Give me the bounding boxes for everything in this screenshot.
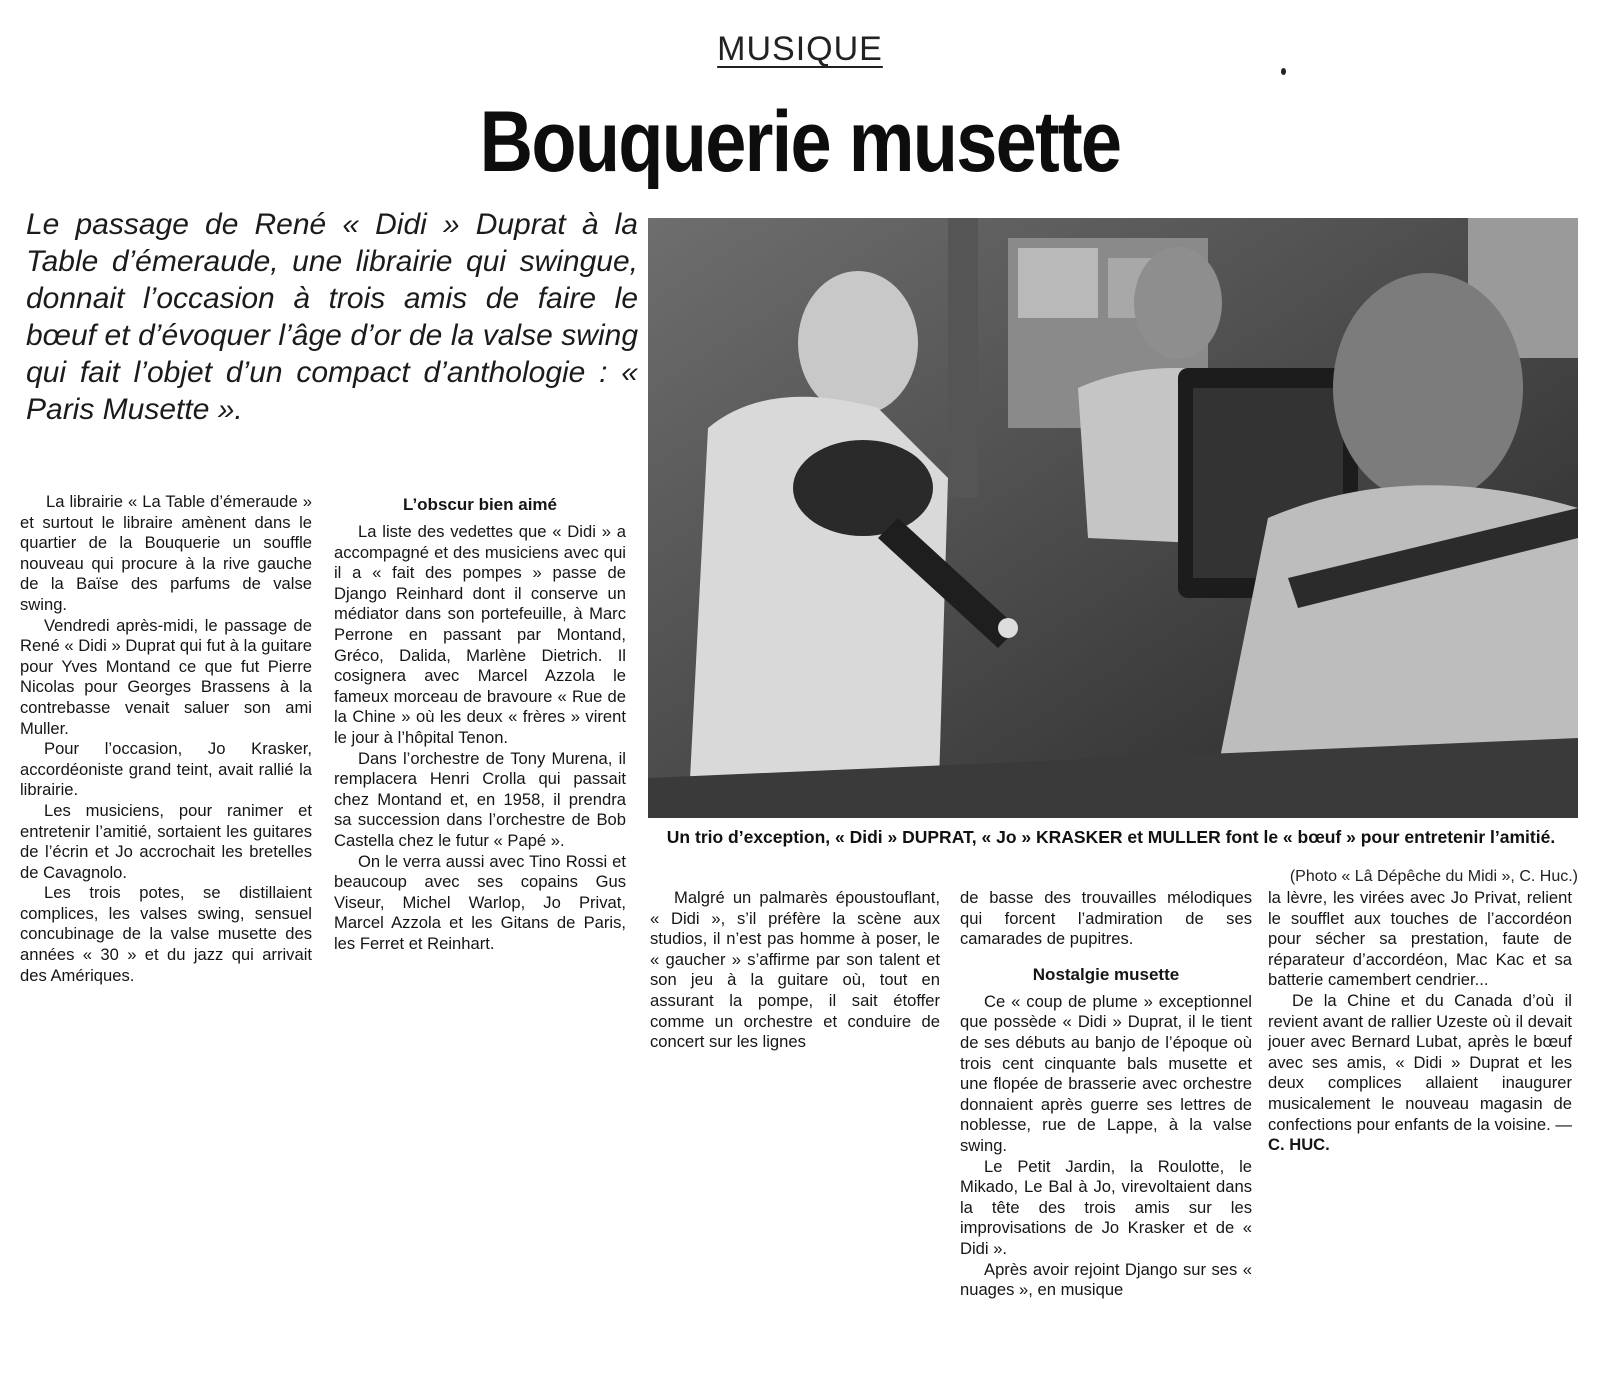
author-signature: C. HUC. (1268, 1135, 1330, 1155)
paragraph: de basse des trouvailles mélodiques qui forcent l’admiration de ses camarades de pupitres. (960, 888, 1252, 949)
subheading: Nostalgie musette (1032, 964, 1180, 984)
article-column-1 (20, 492, 312, 986)
paragraph: Les trois potes, se distillaient complices, les valses swing, sensuel concubinage de la valse musette des années « 30 » et du jazz qui arrivait des Amériques. (20, 883, 312, 985)
paragraph: Pour l’occasion, Jo Krasker, accordéoniste grand teint, avait rallié la librairie. (20, 739, 312, 800)
section-label: MUSIQUE (717, 30, 883, 68)
paragraph: Ce « coup de plume » exceptionnel que possède « Didi » Duprat, il le tient de ses débuts au banjo de l’époque où trois cent cinquante bals musette et une flopée de brasserie avec orchestre donnaient après guerre ses lettres de noblesse, rue de Lappe, à la valse swing. (960, 991, 1252, 1155)
photo-illustration (648, 218, 1578, 818)
paragraph: Malgré un palmarès époustouflant, « Didi », s’il préfère la scène aux studios, il n’est pas homme à poser, le « gaucher » s’affirme par son talent et son jeu à la guitare où, tout en assurant la pompe, il sait étoffer comme un orchestre et conduire de concert sur les lignes (650, 888, 940, 1052)
lead-paragraph: Le passage de René « Didi » Duprat à la Table d’émeraude, une librairie qui swingue, donnait l’occasion à trois amis de faire le bœuf et d’évoquer l’âge d’or de la valse swing qui fait l’objet d’un compact d’anthologie : « Paris Musette ». (26, 208, 638, 426)
photo-caption: Un trio d’exception, « Didi » DUPRAT, « Jo » KRASKER et MULLER font le « bœuf » pour entretenir l’amitié. (666, 827, 1556, 847)
ink-speck (1281, 68, 1286, 75)
paragraph: La liste des vedettes que « Didi » a accompagné et des musiciens avec qui il a « fait des pompes » passe de Django Reinhard dont il conserve un médiator dans son portefeuille, à Marc Perrone en passant par Montand, Gréco, Dalida, Marlène Dietrich. Il cosignera avec Marcel Azzola le fameux morceau de bravoure « Rue de la Chine » où les deux « frères » virent le jour à l’hôpital Tenon. (334, 522, 626, 747)
paragraph: la lèvre, les virées avec Jo Privat, relient le soufflet aux touches de l’accordéon pour sécher sa prestation, faute de réparateur d’accordéon, Mac Kac et sa batterie camembert cendrier... (1268, 888, 1572, 990)
guitar (793, 440, 933, 536)
paragraph: Après avoir rejoint Django sur ses « nuages », en musique (960, 1259, 1252, 1300)
subheading: L’obscur bien aimé (403, 495, 557, 514)
paragraph (1268, 991, 1572, 1156)
accordionist-head (1134, 247, 1222, 359)
guitarist-head (798, 271, 918, 415)
paragraph: Dans l’orchestre de Tony Murena, il remplacera Henri Crolla qui passait chez Montand et, en 1958, il prendra sa succession dans l’orchestre de Bob Castella chez le futur « Papé ». (334, 748, 626, 850)
article-column-2 (334, 494, 626, 954)
headline: Bouquerie musette (479, 94, 1121, 190)
trio-photo (648, 218, 1578, 818)
article-column-3 (650, 888, 940, 1053)
paragraph: La librairie « La Table d’émeraude » et surtout le libraire amènent dans le quartier de la Bouquerie un souffle nouveau qui procure à la rive gauche de la Baïse des parfums de valse swing. (20, 492, 312, 614)
third-man-head (1333, 273, 1523, 503)
paragraph: Le Petit Jardin, la Roulotte, le Mikado, Le Bal à Jo, virevoltaient dans la tête des trois amis sur les improvisations de Jo Krasker et de « Didi ». (960, 1156, 1252, 1258)
paragraph: On le verra aussi avec Tino Rossi et beaucoup avec ses copains Gus Viseur, Michel Warlop, Jo Privat, Marcel Azzola et les Gitans de Paris, les Ferret et Reinhart. (334, 851, 626, 953)
article-column-4 (960, 888, 1252, 1301)
article-column-5 (1268, 888, 1572, 1156)
photo-credit: (Photo « Lâ Dépêche du Midi », C. Huc.) (1289, 868, 1578, 885)
paragraph: Vendredi après-midi, le passage de René « Didi » Duprat qui fut à la guitare pour Yves Montand ce que fut Pierre Nicolas pour Georges Brassens à la contrebasse venait saluer son ami Muller. (20, 615, 312, 738)
paragraph: Les musiciens, pour ranimer et entretenir l’amitié, sortaient les guitares de l’écrin et Jo accrochait les bretelles de Cavagnolo. (20, 800, 312, 882)
paragraph-text: De la Chine et du Canada d’où il revient avant de rallier Uzeste où il devait jouer avec Bernard Lubat, après le bœuf avec ses amis, « Didi » Duprat et les deux complices allaient inaugurer musicalement le nouveau magasin de confections pour enfants de la voisine. — (1268, 990, 1572, 1134)
